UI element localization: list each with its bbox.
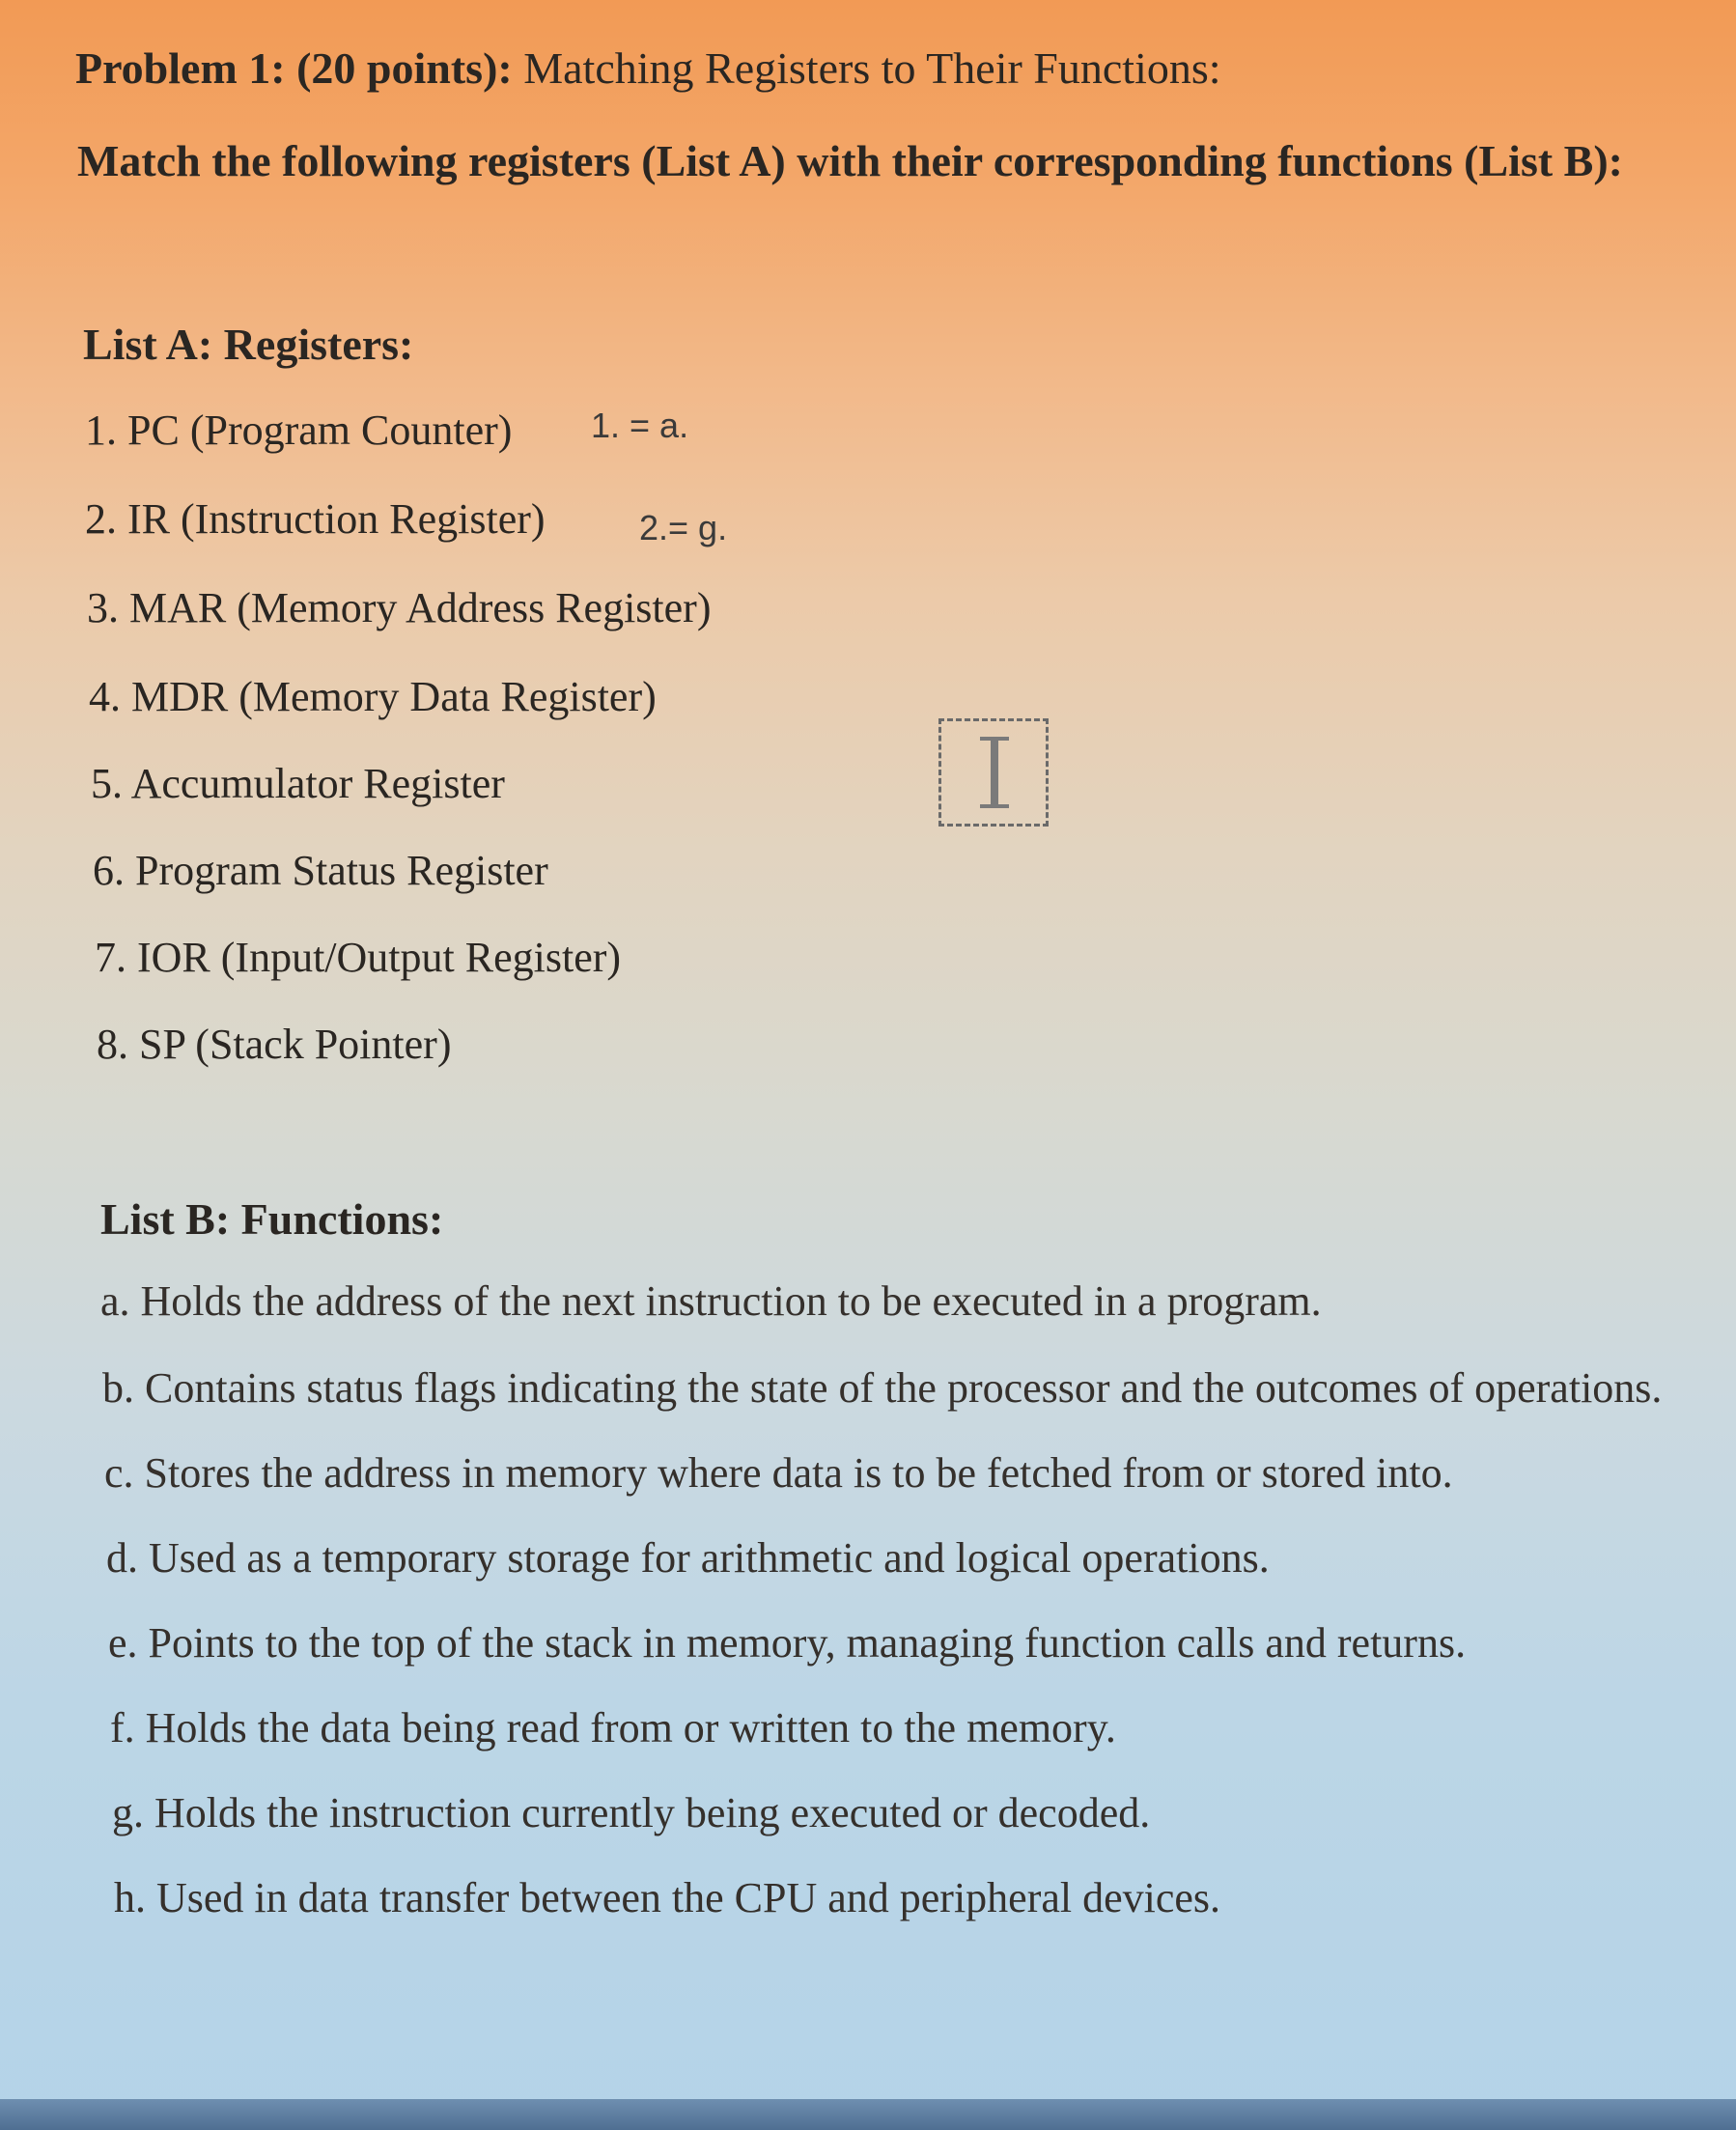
list-b-item-f: f. Holds the data being read from or written to the memory. [110,1704,1116,1752]
list-b-heading: List B: Functions: [100,1194,444,1244]
list-a-item-sp: 8. SP (Stack Pointer) [97,1021,452,1068]
problem-title-rest: Matching Registers to Their Functions: [512,43,1221,93]
list-a-item-mar: 3. MAR (Memory Address Register) [87,584,712,631]
problem-title-bold: Problem 1: (20 points): [75,43,513,93]
list-b-item-d: d. Used as a temporary storage for arithmetic and logical operations. [106,1534,1270,1582]
list-b-item-b: b. Contains status flags indicating the state of the processor and the outcomes of operations. [102,1364,1663,1412]
list-b-item-g: g. Holds the instruction currently being executed or decoded. [112,1789,1151,1836]
list-a-item-ior: 7. IOR (Input/Output Register) [95,934,622,981]
list-a-item-pc: 1. PC (Program Counter) [85,406,513,454]
list-a-heading: List A: Registers: [83,320,414,369]
list-b-item-e: e. Points to the top of the stack in memory, managing function calls and returns. [108,1619,1467,1667]
list-a-item-mdr: 4. MDR (Memory Data Register) [89,673,657,720]
list-b-item-a: a. Holds the address of the next instruction to be executed in a program. [100,1277,1322,1325]
answer-1: 1. = a. [591,406,689,445]
answer-2: 2.= g. [639,508,728,547]
list-a-item-psr: 6. Program Status Register [93,847,548,894]
list-a-item-ir: 2. IR (Instruction Register) [85,495,546,543]
problem-instruction: Match the following registers (List A) with their corresponding functions (List B): [77,136,1623,185]
screen-bottom-edge [0,2099,1736,2130]
i-beam-cursor-icon [941,721,1046,824]
problem-title [75,42,1221,94]
list-b-item-h: h. Used in data transfer between the CPU and peripheral devices. [114,1874,1221,1921]
text-cursor-box [938,718,1049,827]
list-a-item-accumulator: 5. Accumulator Register [91,760,505,807]
list-b-item-c: c. Stores the address in memory where data is to be fetched from or stored into. [104,1449,1453,1497]
